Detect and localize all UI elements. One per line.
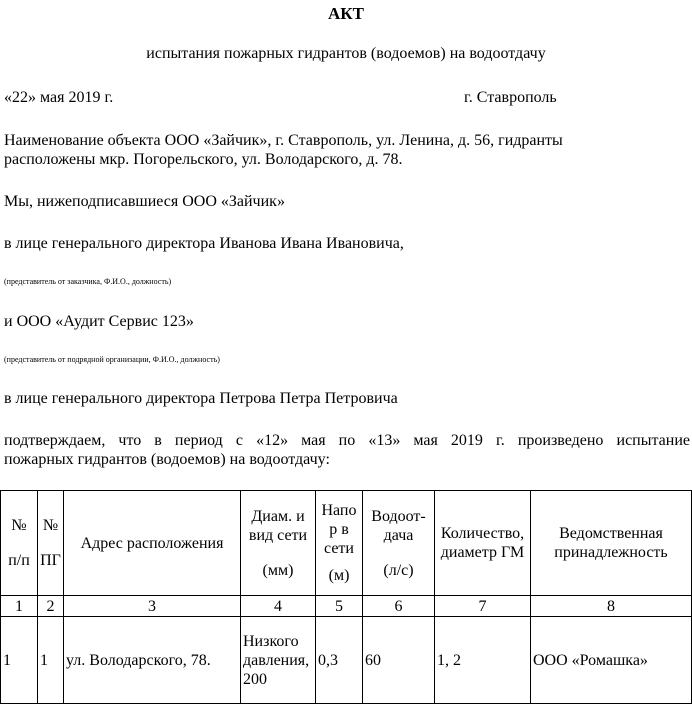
object-description-line2: расположены мкр. Погорельского, ул. Володарского, д. 78. — [4, 151, 403, 168]
table-column-numbers-row — [1, 596, 692, 617]
confirmation-line2: пожарных гидрантов (водоемов) на водоотдачу: — [4, 451, 330, 468]
document-subtitle: испытания пожарных гидрантов (водоемов) на водоотдачу — [146, 45, 546, 62]
header-address: Адрес расположения — [64, 491, 241, 596]
table-row — [1, 617, 692, 704]
act-date: «22» мая 2019 г. — [4, 89, 114, 106]
customer-caption: (представитель от заказчика, Ф.И.О., должность) — [4, 277, 172, 286]
cell-ownership: ООО «Ромашка» — [531, 617, 692, 704]
cell-flow: 60 — [363, 617, 435, 704]
header-count-diameter: Количество, диаметр ГМ — [435, 491, 531, 596]
column-number: 1 — [1, 596, 38, 617]
header-row-number: № п/п — [1, 491, 38, 596]
hydrant-test-table — [0, 490, 692, 704]
object-description-line1: Наименование объекта ООО «Зайчик», г. Ставрополь, ул. Ленина, д. 56, гидранты — [4, 132, 563, 149]
cell-pressure: 0,3 — [316, 617, 363, 704]
column-number: 2 — [38, 596, 64, 617]
header-pressure: Напо р в сети (м) — [316, 491, 363, 596]
header-ownership: Ведомственная принадлежность — [531, 491, 692, 596]
column-number: 6 — [363, 596, 435, 617]
act-city: г. Ставрополь — [464, 89, 557, 106]
customer-representative: в лице генерального директора Иванова Ивана Ивановича, — [4, 235, 404, 252]
table-header-row — [1, 491, 692, 596]
cell-address: ул. Володарского, 78. — [64, 617, 241, 704]
cell-diameter: Низкого давления, 200 — [241, 617, 316, 704]
column-number: 8 — [531, 596, 692, 617]
header-diameter: Диам. и вид сети (мм) — [241, 491, 316, 596]
contractor-caption: (представитель от подрядной организации, Ф.И.О., должность) — [4, 355, 220, 364]
confirmation-line1: подтверждаем, что в период с «12» мая по «13» мая 2019 г. произведено испытание — [4, 432, 690, 449]
cell-row-number: 1 — [1, 617, 38, 704]
column-number: 3 — [64, 596, 241, 617]
signers-intro: Мы, нижеподписавшиеся ООО «Зайчик» — [4, 193, 285, 210]
header-flow: Водоот-дача (л/с) — [363, 491, 435, 596]
column-number: 5 — [316, 596, 363, 617]
contractor-name: и ООО «Аудит Сервис 123» — [4, 313, 194, 330]
column-number: 4 — [241, 596, 316, 617]
header-hydrant-number: № ПГ — [38, 491, 64, 596]
contractor-representative: в лице генерального директора Петрова Петра Петровича — [4, 390, 398, 407]
document-title: АКТ — [328, 4, 364, 23]
cell-hydrant-number: 1 — [38, 617, 64, 704]
column-number: 7 — [435, 596, 531, 617]
cell-count-diameter: 1, 2 — [435, 617, 531, 704]
